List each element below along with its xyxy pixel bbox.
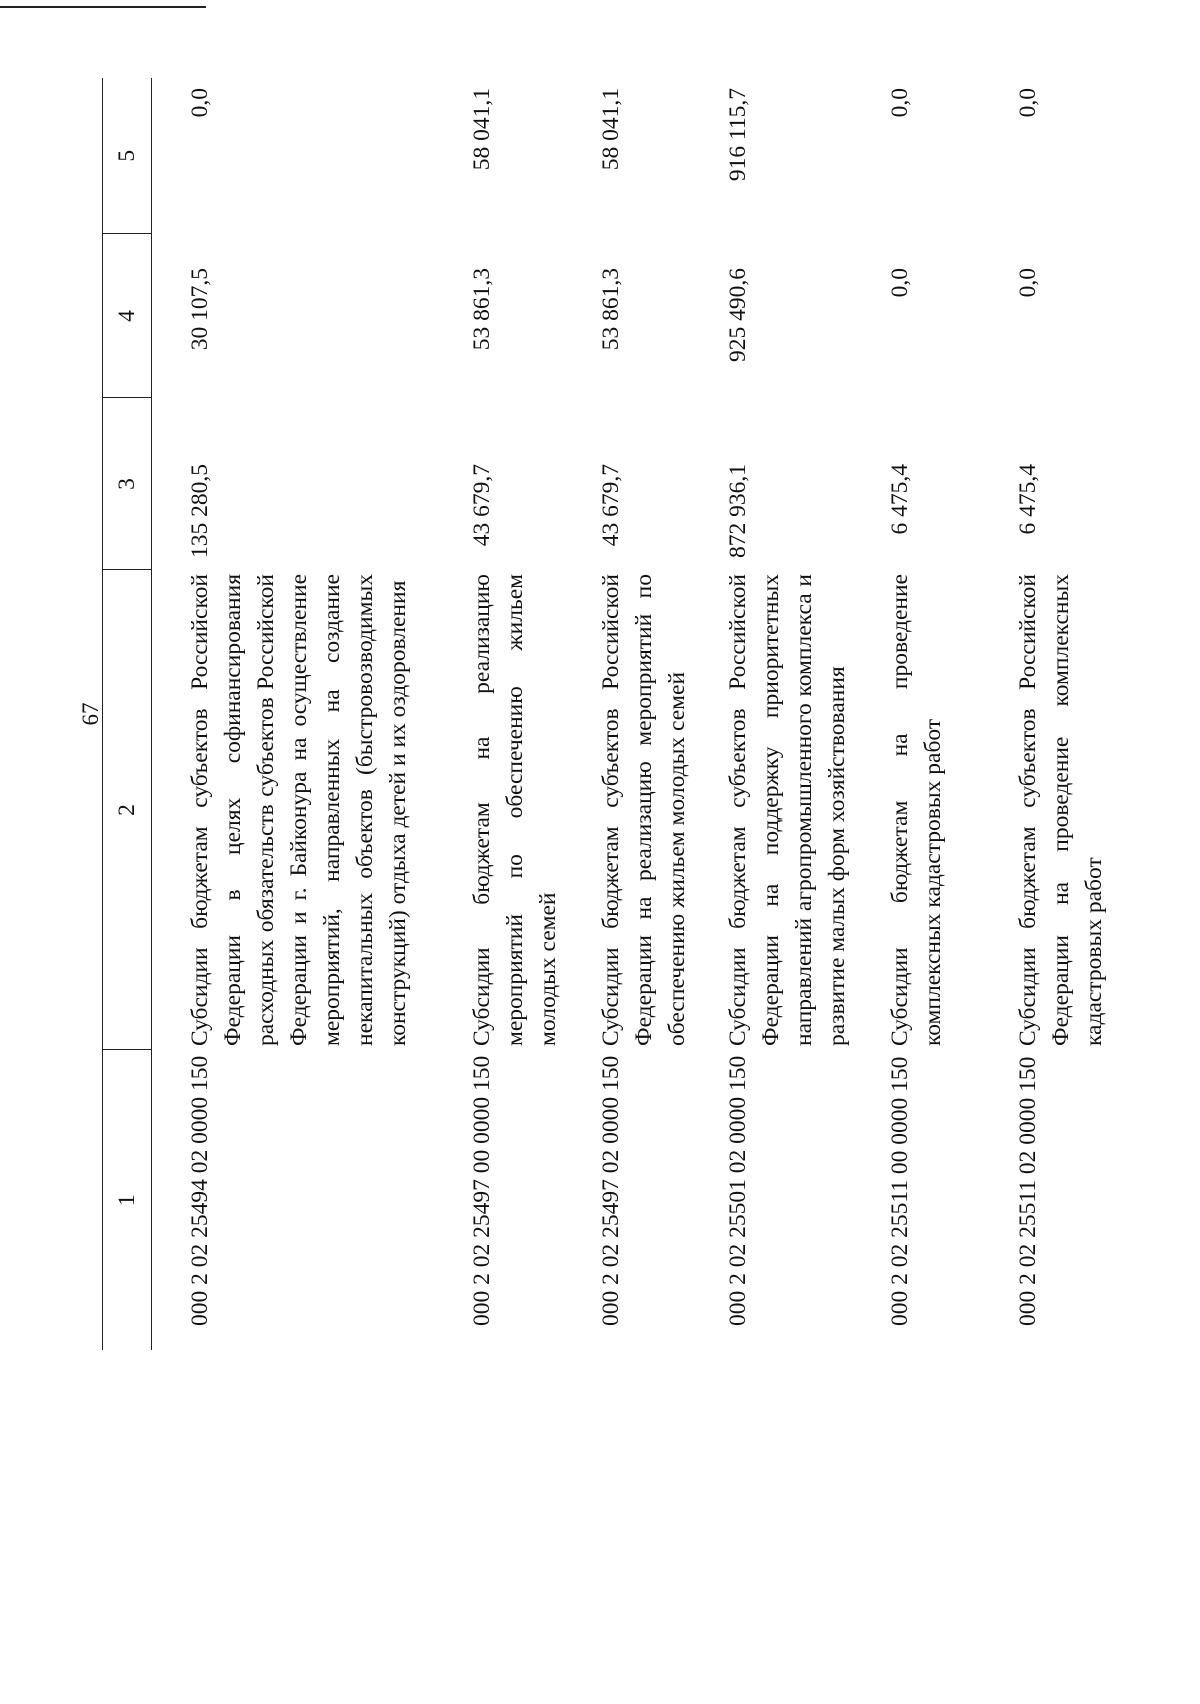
budget-table [102,78,1111,1350]
amount-col-3: 43 679,7 [598,464,624,547]
amount-col-3: 43 679,7 [469,464,495,547]
budget-code: 000 2 02 25497 00 0000 150 [469,1055,495,1326]
amount-col-5: 0,0 [887,88,913,118]
table-header-row [103,78,152,1350]
amount-col-4: 53 861,3 [598,268,624,351]
amount-col-4: 0,0 [1015,268,1041,298]
rotated-document-page [78,78,1168,1350]
subsidy-description: Субсидии бюджетам субъектов Российской Федерации на реализацию мероприятий по обеспечению жильем молодых семей [598,574,690,1046]
header-col-4: 4 [103,234,152,398]
subsidy-description: Субсидии бюджетам на реализацию мероприятий по обеспечению жильем молодых семей [469,574,561,1046]
budget-code: 000 2 02 25497 02 0000 150 [598,1055,624,1326]
amount-col-4: 925 490,6 [725,268,751,362]
amount-col-3: 6 475,4 [1015,464,1041,535]
header-col-5: 5 [103,78,152,234]
amount-col-5: 916 115,7 [725,88,751,182]
subsidy-description: Субсидии бюджетам субъектов Российской Федерации на поддержку приоритетных направлений агропромышленного комплекса и развитие малых форм хозяйствования [725,574,850,1046]
amount-col-5: 0,0 [187,88,213,118]
amount-col-3: 872 936,1 [725,464,751,558]
table-row [694,78,854,1350]
amount-col-3: 6 475,4 [887,464,913,535]
amount-col-5: 0,0 [1015,88,1041,118]
table-row [436,78,565,1350]
budget-code: 000 2 02 25494 02 0000 150 [187,1055,213,1326]
header-col-1: 1 [103,1050,152,1350]
amount-col-5: 58 041,1 [469,88,495,171]
page-number: 67 [78,702,103,726]
table-row [152,78,437,1350]
subsidy-description: Субсидии бюджетам субъектов Российской Федерации на проведение комплексных кадастровых работ [1015,574,1107,1046]
amount-col-5: 58 041,1 [598,88,624,171]
budget-code: 000 2 02 25511 00 0000 150 [887,1056,913,1326]
subsidy-description: Субсидии бюджетам субъектов Российской Федерации в целях софинансирования расходных обязательств субъектов Российской Федерации и г. Байконура на осуществление мероприятий, направленных на создание некапитальных объектов (быстровозводимых конструкций) отдыха детей и их оздоровления [187,574,411,1046]
amount-col-4: 30 107,5 [187,268,213,351]
scan-corner-line [0,6,206,8]
budget-code: 000 2 02 25511 02 0000 150 [1015,1056,1041,1326]
table-row [854,78,982,1350]
amount-col-4: 0,0 [887,268,913,298]
header-col-2: 2 [103,570,152,1050]
budget-code: 000 2 02 25501 02 0000 150 [725,1055,751,1326]
subsidy-description: Субсидии бюджетам на проведение комплексных кадастровых работ [887,574,946,1046]
amount-col-4: 53 861,3 [469,268,495,351]
amount-col-3: 135 280,5 [187,464,213,558]
header-col-3: 3 [103,398,152,570]
table-row [982,78,1111,1350]
table-row [565,78,694,1350]
